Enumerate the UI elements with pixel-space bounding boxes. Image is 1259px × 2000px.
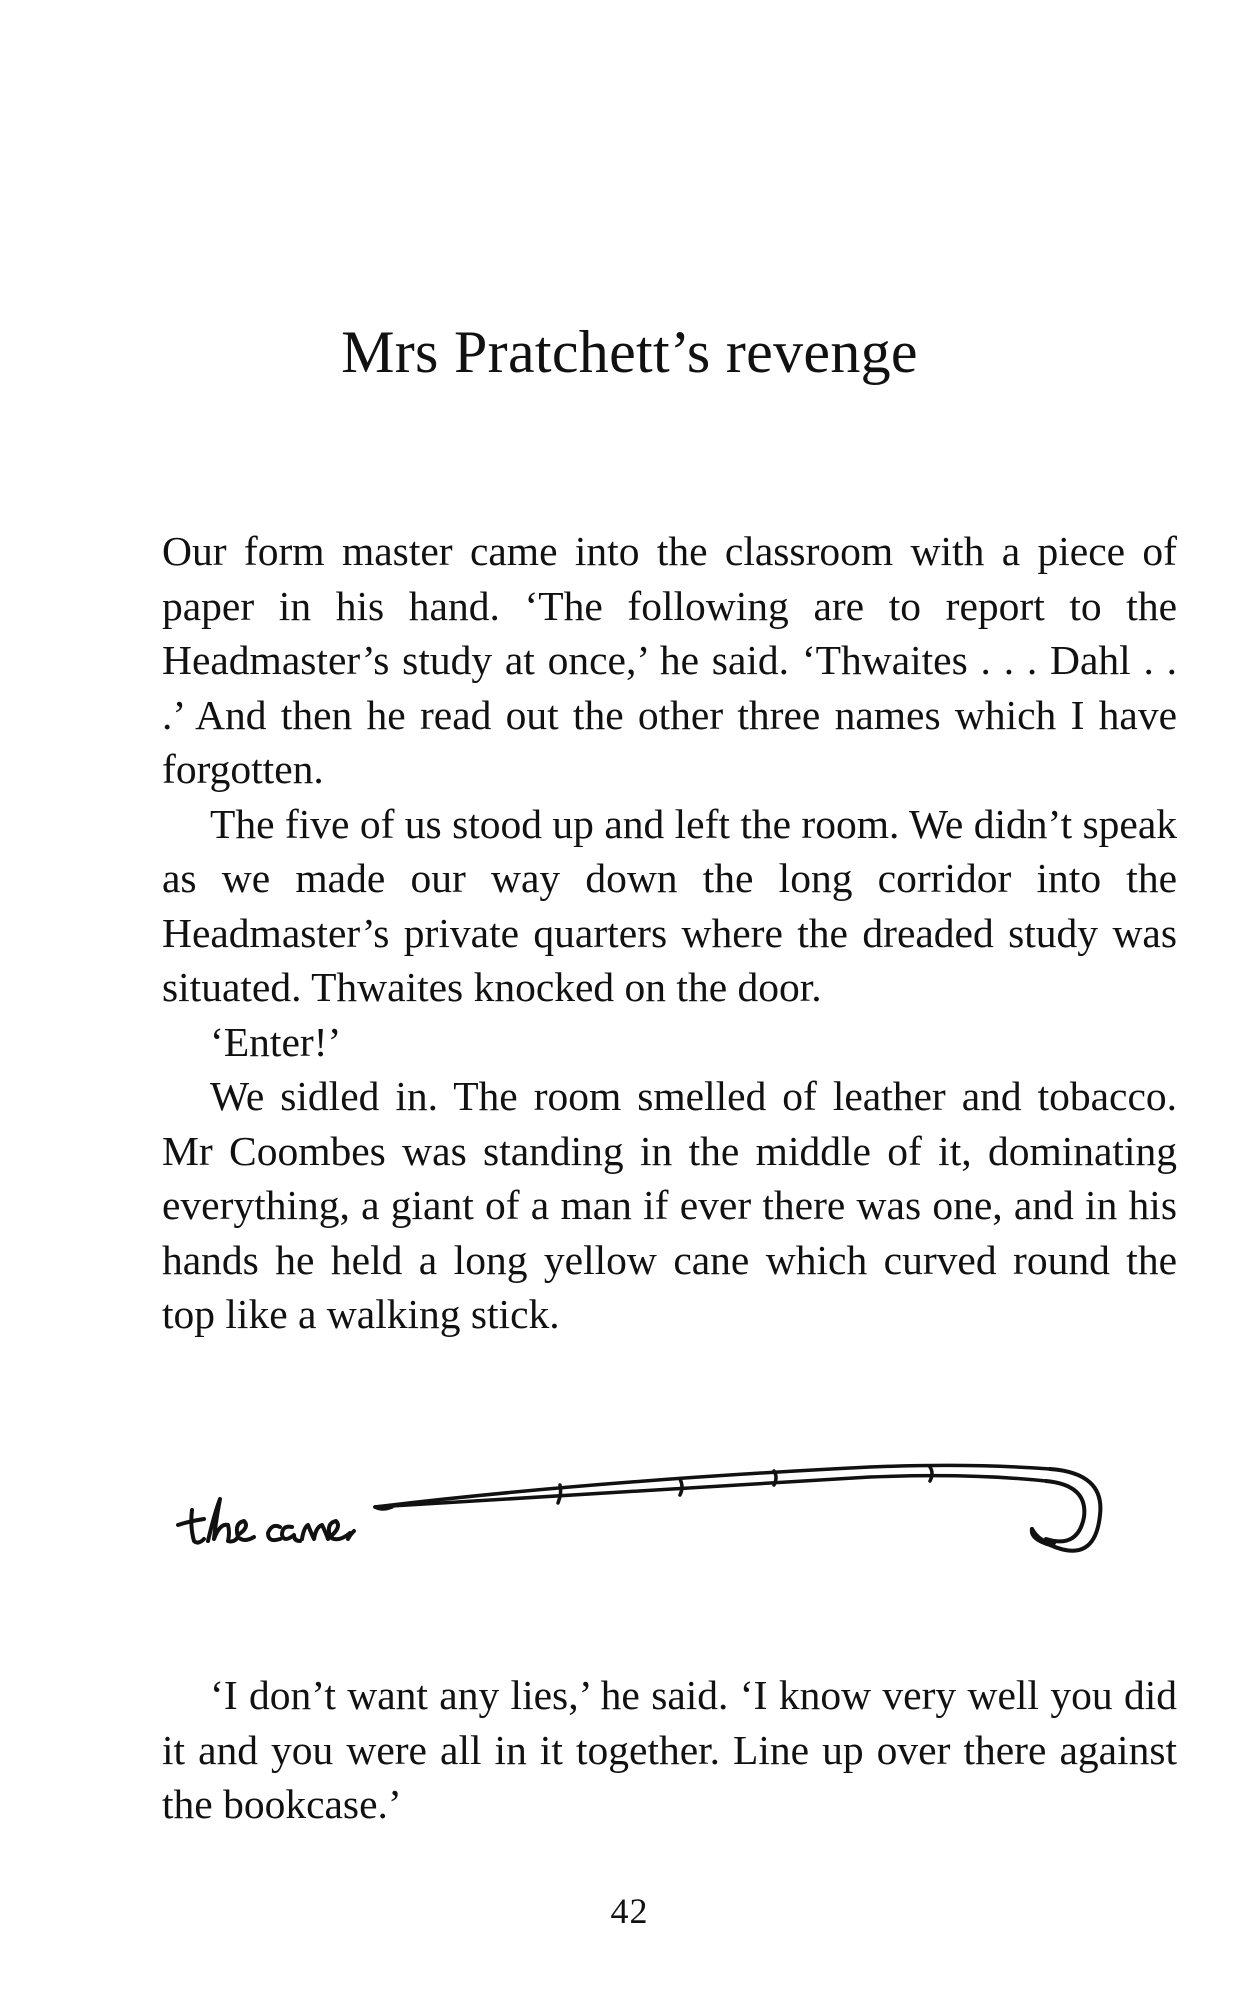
paragraph: ‘I don’t want any lies,’ he said. ‘I know very well you did it and you were all in it together. Line up over there against the bookcase.’ — [162, 1672, 1177, 1827]
paragraph: ‘Enter!’ — [210, 1018, 342, 1065]
caption-lettering — [178, 1499, 354, 1543]
paragraph: Our form master came into the classroom with a piece of paper in his hand. ‘The following are to report to the Headmaster’s study at once,’ he said. ‘Thwaites . . . Dahl . . .’ And then he read out the other three names which I have forgotten. — [162, 528, 1177, 792]
cane-drawing-icon — [170, 1415, 1170, 1565]
paragraph: The five of us stood up and left the room. We didn’t speak as we made our way down the long corridor into the Headmaster’s private quarters where the dreaded study was situated. Thwaites knocked on the door. — [162, 800, 1177, 1010]
text-block-before-figure — [162, 524, 1177, 1342]
chapter-title: Mrs Pratchett’s revenge — [341, 319, 918, 386]
page-number: 42 — [610, 1891, 649, 1931]
text-block-after-figure — [162, 1668, 1177, 1832]
paragraph: We sidled in. The room smelled of leather and tobacco. Mr Coombes was standing in the middle of it, dominating everything, a giant of a man if ever there was one, and in his hands he held a long yellow cane which curved round the top like a walking stick. — [162, 1073, 1177, 1337]
cane-shaft — [375, 1465, 1050, 1509]
